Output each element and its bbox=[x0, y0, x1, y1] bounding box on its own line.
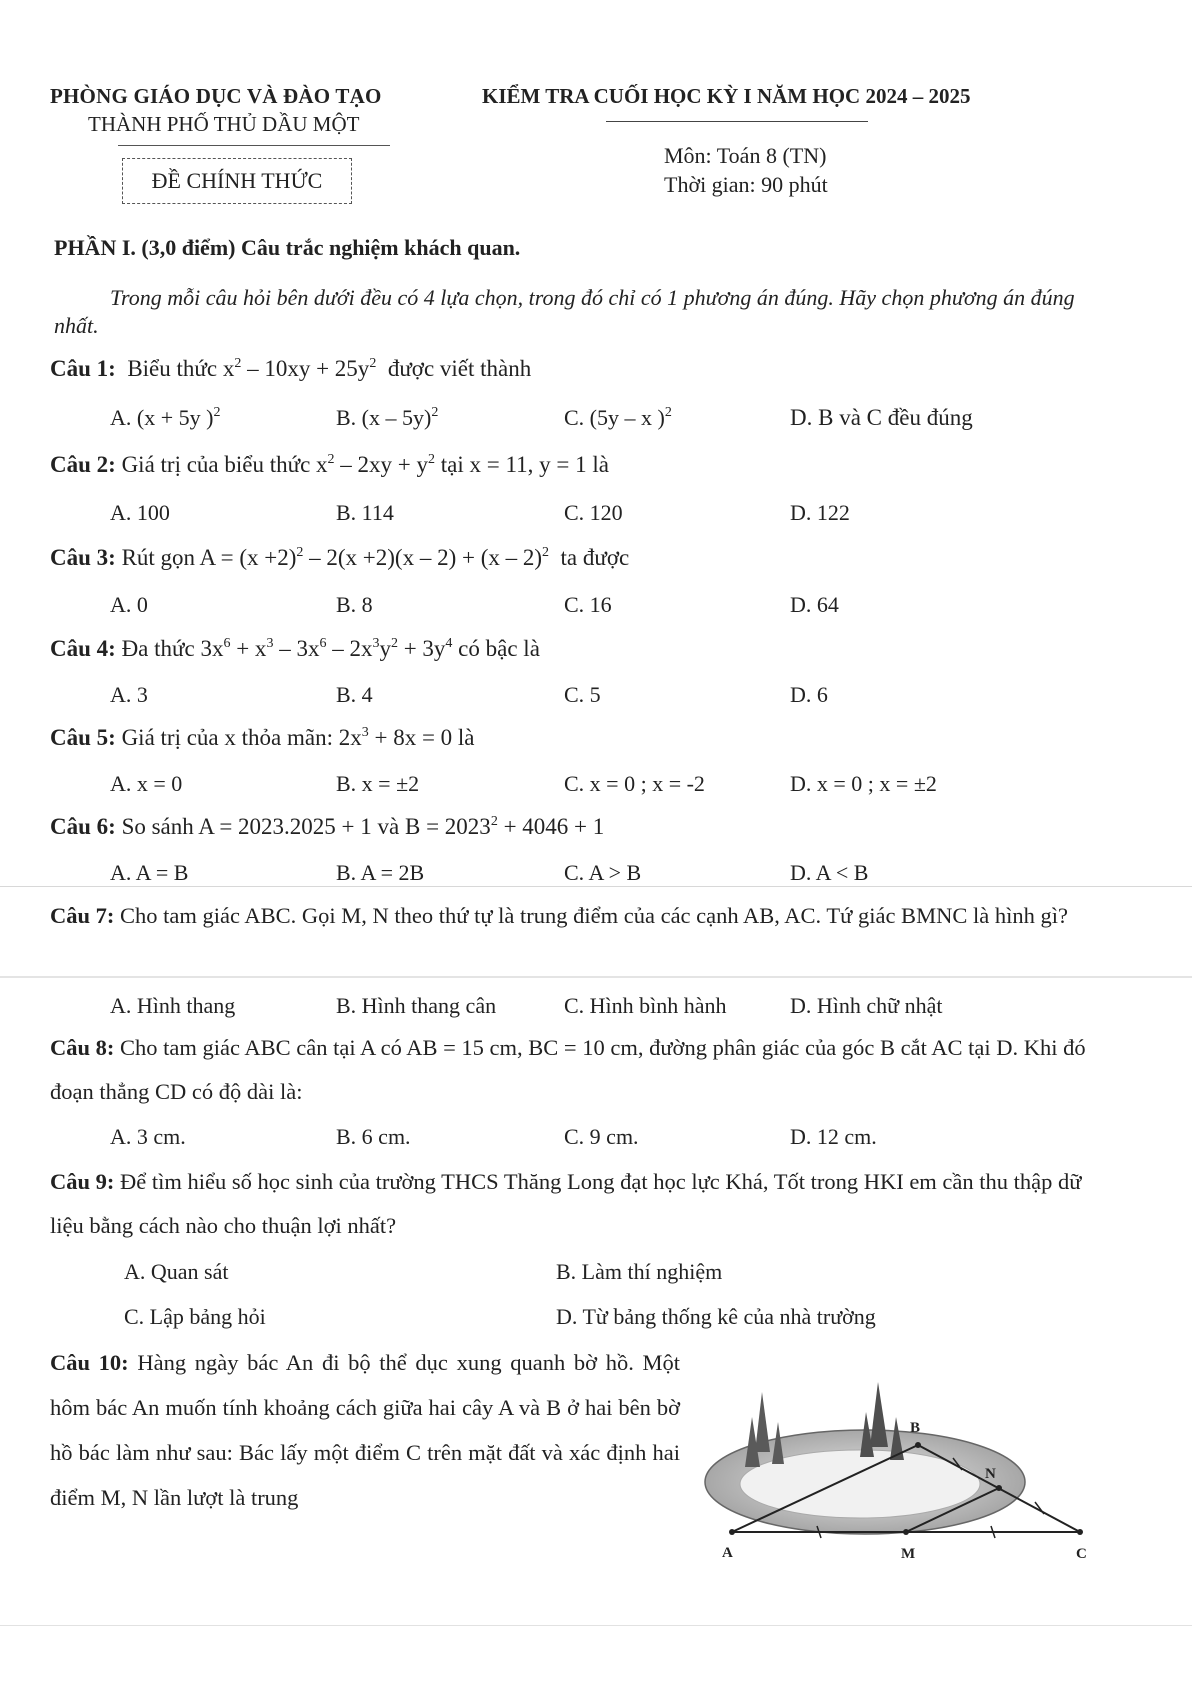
city-title: THÀNH PHỐ THỦ DẦU MỘT bbox=[88, 112, 360, 136]
option-d: D. 6 bbox=[790, 682, 828, 707]
question-label: Câu 7: bbox=[50, 903, 115, 928]
option-c: C. 16 bbox=[564, 592, 612, 617]
option-b: B. 8 bbox=[336, 592, 373, 617]
point-m bbox=[903, 1529, 909, 1535]
option-a: A. A = B bbox=[110, 860, 189, 885]
option-d: D. 64 bbox=[790, 592, 839, 617]
exam-title: KIỂM TRA CUỐI HỌC KỲ I NĂM HỌC 2024 – 2025 bbox=[482, 84, 971, 108]
point-c bbox=[1077, 1529, 1083, 1535]
official-stamp-box bbox=[122, 158, 352, 204]
question-label: Câu 6: bbox=[50, 814, 116, 839]
question-label: Câu 2: bbox=[50, 452, 116, 477]
question-label: Câu 4: bbox=[50, 636, 116, 661]
question-label: Câu 8: bbox=[50, 1035, 115, 1060]
question-label: Câu 9: bbox=[50, 1169, 115, 1194]
lake-triangle-figure bbox=[700, 1372, 1100, 1572]
option-b: B. Hình thang cân bbox=[336, 993, 497, 1018]
option-d: D. B và C đều đúng bbox=[790, 405, 973, 430]
option-d: D. 12 cm. bbox=[790, 1124, 877, 1149]
option-a: A. x = 0 bbox=[110, 771, 183, 796]
question-8: Câu 8: Cho tam giác ABC cân tại A có AB = 15 cm, BC = 10 cm, đường phân giác của góc B cắt AC tại D. Khi đó đoạn thẳng CD có độ dài là: bbox=[50, 1035, 1086, 1104]
option-b: B. 6 cm. bbox=[336, 1124, 411, 1149]
time-line: Thời gian: 90 phút bbox=[664, 172, 828, 197]
option-a: A. 3 bbox=[110, 682, 148, 707]
option-a: A. Hình thang bbox=[110, 993, 236, 1018]
question-label: Câu 10: bbox=[50, 1350, 129, 1375]
option-b: B. (x – 5y)$^2$ bbox=[336, 405, 439, 430]
label-a: A bbox=[722, 1545, 733, 1561]
option-d: D. x = 0 ; x = ±2 bbox=[790, 771, 937, 796]
scan-artifact bbox=[0, 976, 1192, 978]
question-label: Câu 5: bbox=[50, 725, 116, 750]
option-c: C. x = 0 ; x = -2 bbox=[564, 771, 705, 796]
option-d: D. A < B bbox=[790, 860, 869, 885]
scan-artifact bbox=[0, 1625, 1192, 1626]
question-5: Câu 5: Giá trị của x thỏa mãn: $2x^3 + 8x = 0$ là bbox=[50, 725, 475, 750]
option-d: D. Từ bảng thống kê của nhà trường bbox=[556, 1304, 876, 1329]
option-a: A. 100 bbox=[110, 500, 170, 525]
label-c: C bbox=[1076, 1546, 1087, 1562]
option-a: A. 3 cm. bbox=[110, 1124, 186, 1149]
option-b: B. x = ±2 bbox=[336, 771, 420, 796]
scan-artifact bbox=[0, 886, 1192, 887]
dept-title: PHÒNG GIÁO DỤC VÀ ĐÀO TẠO bbox=[50, 84, 382, 108]
option-a: A. 0 bbox=[110, 592, 148, 617]
option-a: A. (x + 5y )$^2$ bbox=[110, 405, 221, 430]
option-c: C. A > B bbox=[564, 860, 642, 885]
subject-line: Môn: Toán 8 (TN) bbox=[664, 143, 827, 168]
question-9: Câu 9: Để tìm hiểu số học sinh của trường THCS Thăng Long đạt học lực Khá, Tốt trong HKI em cần thu thập dữ liệu bằng cách nào cho thuận lợi nhất? bbox=[50, 1169, 1082, 1238]
option-c: C. Hình bình hành bbox=[564, 993, 727, 1018]
question-label: Câu 3: bbox=[50, 545, 116, 570]
question-2: Câu 2: Giá trị của biểu thức $x^2 - 2xy + y^2$ tại x = 11, y = 1 là bbox=[50, 452, 609, 477]
point-n bbox=[996, 1485, 1002, 1491]
option-c: C. (5y – x )$^2$ bbox=[564, 405, 672, 430]
question-label: Câu 1: bbox=[50, 356, 116, 381]
official-label: ĐỀ CHÍNH THỨC bbox=[151, 168, 323, 193]
part-title: PHẦN I. (3,0 điểm) Câu trắc nghiệm khách quan. bbox=[54, 235, 521, 260]
point-b bbox=[915, 1442, 921, 1448]
label-b: B bbox=[910, 1420, 921, 1436]
question-10: Câu 10: Hàng ngày bác An đi bộ thể dục xung quanh bờ hồ. Một hôm bác An muốn tính khoảng cách giữa hai cây A và B ở hai bên bờ hồ bác làm như sau: Bác lấy một điểm C trên mặt đất và xác định hai điểm M, N lần lượt là trung bbox=[50, 1350, 680, 1510]
question-4: Câu 4: Đa thức $3x^6 + x^3 - 3x^6 - 2x^3y^2 + 3y^4$ có bậc là bbox=[50, 636, 540, 661]
divider bbox=[606, 121, 868, 122]
label-n: N bbox=[985, 1466, 996, 1482]
option-c: C. 120 bbox=[564, 500, 623, 525]
part-instruction: Trong mỗi câu hỏi bên dưới đều có 4 lựa chọn, trong đó chỉ có 1 phương án đúng. Hãy chọn phương án đúng nhất. bbox=[54, 285, 1075, 338]
option-b: B. Làm thí nghiệm bbox=[556, 1259, 723, 1284]
option-c: C. 9 cm. bbox=[564, 1124, 639, 1149]
label-m: M bbox=[901, 1546, 916, 1562]
point-a bbox=[729, 1529, 735, 1535]
question-1: Câu 1: Biểu thức $x^2 - 10xy + 25y^2$ được viết thành bbox=[50, 356, 532, 381]
option-a: A. Quan sát bbox=[124, 1259, 229, 1284]
option-b: B. 4 bbox=[336, 682, 373, 707]
option-c: C. 5 bbox=[564, 682, 601, 707]
option-c: C. Lập bảng hỏi bbox=[124, 1304, 266, 1329]
option-d: D. 122 bbox=[790, 500, 850, 525]
option-b: B. 114 bbox=[336, 500, 394, 525]
divider bbox=[118, 145, 390, 146]
option-d: D. Hình chữ nhật bbox=[790, 993, 943, 1018]
option-b: B. A = 2B bbox=[336, 860, 425, 885]
question-7: Câu 7: Cho tam giác ABC. Gọi M, N theo thứ tự là trung điểm của các cạnh AB, AC. Tứ giác BMNC là hình gì? bbox=[50, 903, 1068, 928]
question-3: Câu 3: Rút gọn $A = (x +2)^2 - 2(x +2)(x - 2) + (x - 2)^2$ ta được bbox=[50, 545, 630, 570]
question-6: Câu 6: So sánh A = 2023.2025 + 1 và $B = 2023^2 + 4046 + 1$ bbox=[50, 814, 605, 839]
